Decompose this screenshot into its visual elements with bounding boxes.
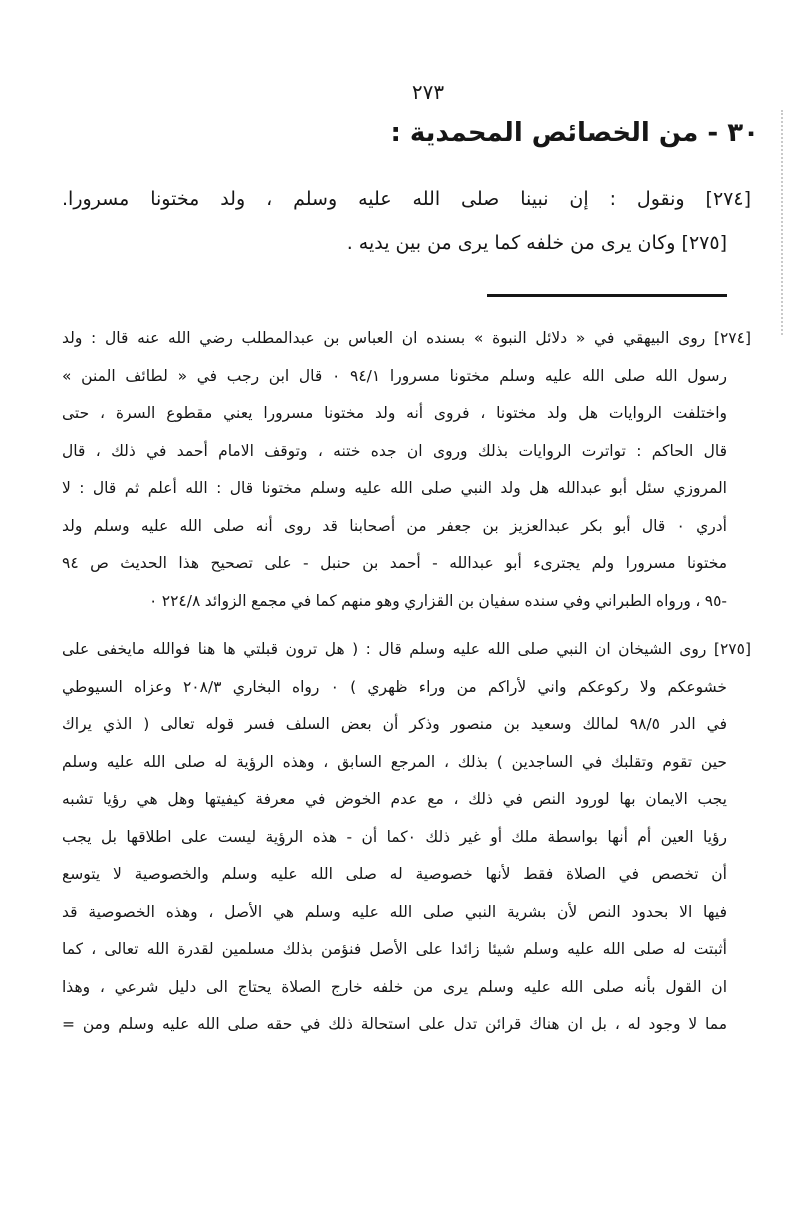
footnote-line: رسول الله صلى الله عليه وسلم مختونا مسرورا ٩٤/١ ٠ قال ابن رجب في « لطائف المنن » [62,366,727,385]
page-number: ٢٧٣ [411,80,445,104]
footnote-275 [62,631,751,1044]
footnote-line: أدري ٠ قال أبو بكر عبدالعزيز بن جعفر من أصحابنا قد روى أنه صلى الله عليه وسلم ولد [62,516,727,535]
footnote-line: يجب الايمان بها لورود النص في ذلك ، مع عدم الخوض في معرفة كيفيتها وهل هي رؤيا تشبه [62,790,727,808]
footnote-line: واختلفت الروايات هل ولد مختونا ، فروى أنه ولد مختونا مسرورا يعني مقطوع السرة ، حتى [62,404,727,422]
footnote-line: حين تقوم وتقلبك في الساجدين ) بذلك ، المرجع السابق ، وهذه الرؤية له صلى الله عليه وسلم [62,752,727,771]
footnote-line: [٢٧٥] روى الشيخان ان النبي صلى الله عليه وسلم قال : ( هل ترون قبلتي ها هنا فوالله مايخفى على [62,640,751,658]
body-text [62,184,751,272]
footnote-line: ان القول بأنه صلى الله عليه وسلم يرى من خلفه خارج الصلاة يحتاج الى دليل شرعي ، وهذا [62,977,727,996]
footnote-line: خشوعكم ولا ركوعكم واني لأراكم من وراء ظهري ) ٠ رواه البخاري ٢٠٨/٣ وعزاه السيوطي [62,677,727,696]
body-paragraph-274: [٢٧٤] ونقول : إن نبينا صلى الله عليه وسلم ، ولد مختونا مسرورا. [62,188,751,210]
body-paragraph-275: [٢٧٥] وكان يرى من خلفه كما يرى من بين يديه . [346,232,727,254]
footnote-line: قال الحاكم : تواترت الروايات بذلك وروى ان جده ختنه ، وتوقف الامام أحمد في ذلك ، قال [62,441,727,460]
footnote-line: في الدر ٩٨/٥ لمالك وسعيد بن منصور وذكر أن بعض السلف فسر قوله تعالى ( الذي يراك [62,715,728,733]
footnote-separator [487,294,727,297]
footnote-line: أن تخصص في الصلاة فقط لأنها خصوصية له صلى الله عليه وسلم والخصوصية لا يتوسع [62,865,727,883]
footnote-line: مختونا مسرورا ولم يجترىء أبو عبدالله - أحمد بن حنبل - على تصحيح هذا الحديث ص ٩٤ [62,554,727,572]
footnote-line: -٩٥ ، ورواه الطبراني وفي سنده سفيان بن القزاري وهو منهم كما في مجمع الزوائد ٢٢٤/٨ ٠ [149,591,727,610]
footnote-line: المروزي سئل أبو عبدالله هل ولد النبي صلى الله عليه وسلم مختونا قال : الله أعلم ثم قال : لا [62,479,727,497]
footnote-line: [٢٧٤] روى البيهقي في « دلائل النبوة » بسنده ان العباس بن عبدالمطلب رضي الله عنه قال : ولد [62,329,751,347]
footnote-line: فيها الا بحدود النص لأن بشرية النبي صلى الله عليه وسلم هي الأصل ، وهذه الخصوصية قد [62,902,727,921]
scan-artifact [781,110,783,335]
footnote-line: أثبتت له صلى الله عليه وسلم شيئا زائدا على الأصل فنؤمن بذلك مسلمين لقدرة الله تعالى ، كما [62,940,727,958]
footnote-274 [62,320,751,620]
footnote-line: رؤيا العين أم أنها بواسطة ملك أو غير ذلك ٠كما أن - هذه الرؤية ليست على اطلاقها بل يجب [62,827,727,846]
footnote-line: مما لا وجود له ، بل ان هناك قرائن تدل على استحالة ذلك في حقه صلى الله عليه وسلم ومن = [62,1015,727,1033]
section-heading: ٣٠ - من الخصائص المحمدية : [390,118,759,148]
